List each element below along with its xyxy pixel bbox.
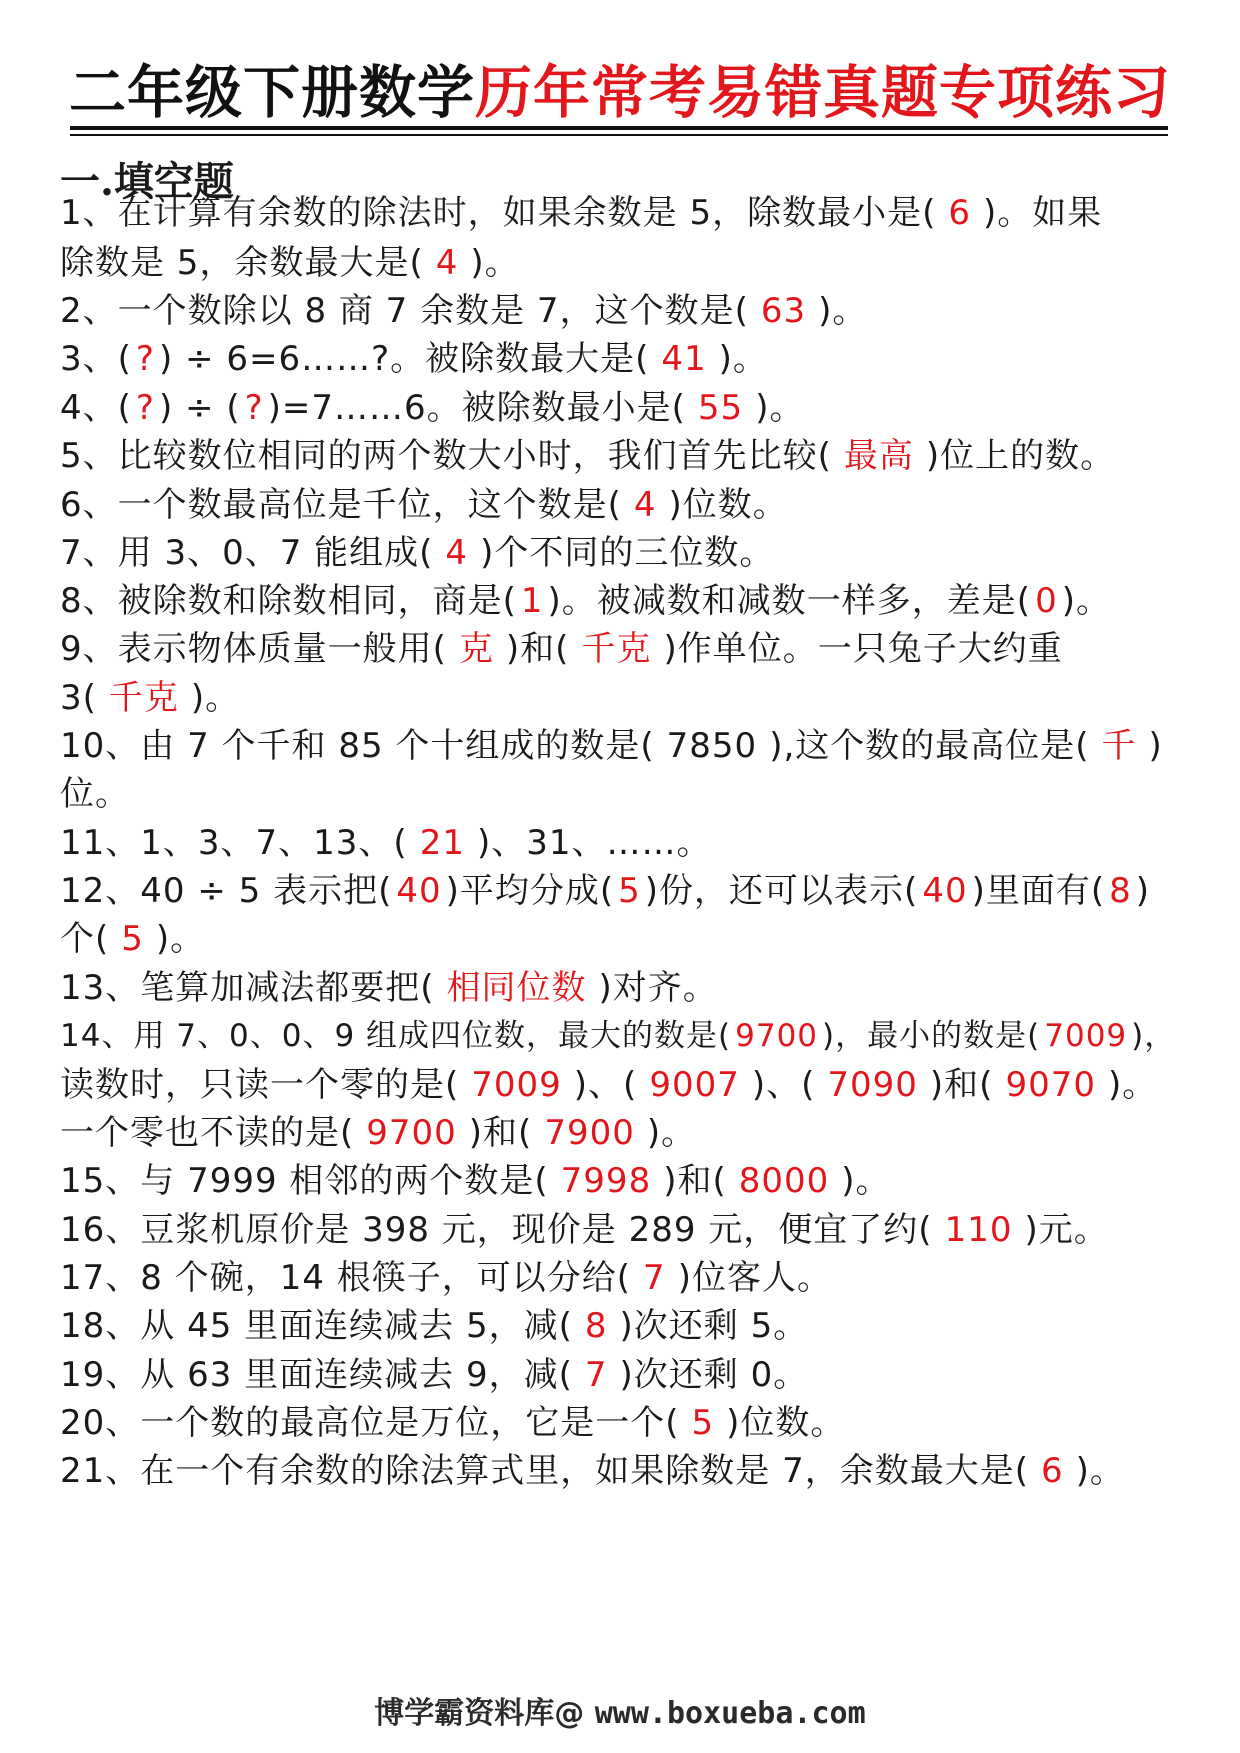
question-12-line-2 — [60, 912, 1188, 966]
question-5 — [60, 429, 1188, 483]
question-text: 除数是 5，余数最大是( — [60, 243, 424, 283]
question-text: )位数。 — [668, 485, 788, 525]
question-text: 个( — [60, 919, 110, 959]
question-text: )。 — [646, 1113, 697, 1153]
question-text: )作单位。一只兔子大约重 — [663, 629, 1063, 669]
question-text: 16、豆浆机原价是 398 元，现价是 289 元，便宜了约( — [60, 1210, 933, 1250]
question-text: )。 — [1061, 581, 1111, 621]
question-9-line-2 — [60, 671, 1188, 725]
question-text: )次还剩 0。 — [619, 1355, 809, 1395]
answer: 40 — [922, 871, 968, 911]
question-16 — [60, 1203, 1188, 1257]
answer: 7 — [643, 1258, 666, 1298]
question-text: )和( — [663, 1161, 727, 1201]
question-2 — [60, 284, 1188, 338]
question-text: )个不同的三位数。 — [480, 533, 775, 573]
answer: 21 — [419, 823, 465, 863]
question-text: )。 — [1075, 1451, 1125, 1491]
question-text: )=7……6。被除数最小是( — [267, 388, 686, 428]
question-text: 12、40 ÷ 5 表示把( — [60, 871, 393, 911]
question-18 — [60, 1299, 1188, 1353]
question-text: )。 — [1107, 1065, 1158, 1105]
question-text: 一个零也不读的是( — [60, 1113, 355, 1153]
question-text: ),这个数的最高位是( — [769, 726, 1090, 766]
question-21 — [60, 1444, 1188, 1498]
question-text: 1、在计算有余数的除法时，如果余数是 5，除数最小是( — [60, 193, 937, 233]
question-text: )。 — [841, 1161, 891, 1201]
unknown-mark: ? — [135, 339, 155, 379]
question-text: )，最小的数是( — [822, 1018, 1041, 1054]
question-text: )平均分成( — [445, 871, 615, 911]
title-rule-thick — [70, 126, 1168, 130]
answer: 5 — [618, 871, 641, 911]
answer: 7009 — [471, 1065, 562, 1105]
question-text: )。 — [718, 339, 768, 379]
answer: 7090 — [827, 1065, 918, 1105]
answer: 55 — [697, 388, 744, 428]
question-text: ) — [1148, 726, 1163, 766]
title-rule-thin — [70, 134, 1168, 136]
unknown-mark: ? — [244, 388, 264, 428]
title-part-1: 二年级下册数学 — [69, 59, 475, 126]
answer: 6 — [1040, 1451, 1064, 1491]
answer: 7 — [584, 1355, 608, 1395]
unknown-mark: ? — [135, 388, 155, 428]
answer: 8 — [1109, 871, 1132, 911]
question-text: 8、被除数和除数相同，商是( — [60, 581, 517, 621]
question-12-line-1 — [60, 864, 1188, 918]
answer: 4 — [445, 533, 469, 573]
question-text: 13、笔算加减法都要把( — [60, 968, 435, 1008]
section-heading: 一.填空题 — [60, 158, 234, 205]
question-text: )， — [1131, 1018, 1177, 1054]
question-text: 19、从 63 里面连续减去 9，减( — [60, 1355, 573, 1395]
question-text: 3、( — [60, 339, 132, 379]
question-text: )、( — [573, 1065, 638, 1105]
question-text: )和( — [505, 629, 570, 669]
answer: 9070 — [1005, 1065, 1096, 1105]
question-text: 17、8 个碗，14 根筷子，可以分给( — [60, 1258, 632, 1298]
question-10-line-1 — [60, 719, 1188, 773]
question-4 — [60, 381, 1188, 435]
question-1-line-1 — [60, 186, 1188, 240]
question-text: )。 — [470, 243, 520, 283]
question-text: ) ÷ 6=6……?。被除数最大是( — [158, 339, 650, 379]
question-8 — [60, 574, 1188, 628]
answer: 4 — [435, 243, 459, 283]
question-text: )。 — [155, 919, 206, 959]
question-6 — [60, 478, 1188, 532]
question-13 — [60, 961, 1188, 1015]
question-text: )位上的数。 — [925, 436, 1116, 476]
question-text: 10、由 7 个千和 85 个十组成的数是( — [60, 726, 655, 766]
question-text: )和( — [929, 1065, 994, 1105]
question-14-line-3 — [60, 1106, 1188, 1160]
question-text: 3( — [60, 678, 97, 718]
question-text: 18、从 45 里面连续减去 5，减( — [60, 1306, 573, 1346]
question-3 — [60, 332, 1188, 386]
answer: 最高 — [843, 436, 914, 476]
title-part-2: 历年常考易错真题专项练习 — [475, 59, 1171, 126]
question-14-line-2 — [60, 1058, 1188, 1112]
question-text: )和( — [468, 1113, 533, 1153]
question-text: )元。 — [1024, 1210, 1109, 1250]
question-20 — [60, 1396, 1188, 1450]
question-text: 11、1、3、7、13、( — [60, 823, 408, 863]
question-10-line-2 — [60, 767, 1188, 821]
answer: 41 — [661, 339, 707, 379]
question-14-line-1 — [60, 1009, 1188, 1063]
question-text: )。如果 — [982, 193, 1103, 233]
answer: 4 — [633, 485, 657, 525]
question-text: )。被减数和减数一样多，差是( — [547, 581, 1032, 621]
answer: 9007 — [649, 1065, 740, 1105]
question-text: )对齐。 — [598, 968, 718, 1008]
answer: 千 — [1101, 726, 1137, 766]
answer: 相同位数 — [446, 968, 587, 1008]
answer: 千克 — [581, 629, 652, 669]
question-text: 5、比较数位相同的两个数大小时，我们首先比较( — [60, 436, 832, 476]
question-9-line-1 — [60, 622, 1188, 676]
question-19 — [60, 1348, 1188, 1402]
answer: 千克 — [108, 678, 179, 718]
page-title — [60, 48, 1180, 138]
answer: 7998 — [560, 1161, 652, 1201]
answer: 110 — [944, 1210, 1013, 1250]
answer: 40 — [396, 871, 442, 911]
question-text: 14、用 7、0、0、9 组成四位数，最大的数是( — [60, 1018, 732, 1054]
question-text: )位数。 — [726, 1403, 846, 1443]
question-text: )位客人。 — [677, 1258, 832, 1298]
question-text: )里面有( — [971, 871, 1106, 911]
answer: 8000 — [738, 1161, 830, 1201]
question-text: ) ÷ ( — [158, 388, 241, 428]
question-7 — [60, 526, 1188, 580]
question-text: )。 — [190, 678, 241, 718]
question-15 — [60, 1154, 1188, 1208]
answer: 7009 — [1044, 1018, 1128, 1054]
question-text: ) — [1135, 871, 1151, 911]
answer: 9700 — [366, 1113, 457, 1153]
question-text: 读数时，只读一个零的是( — [60, 1065, 460, 1105]
question-text: )。 — [755, 388, 805, 428]
question-11 — [60, 816, 1188, 870]
answer: 5 — [121, 919, 144, 959]
answer: 0 — [1035, 581, 1058, 621]
question-text: )、( — [751, 1065, 816, 1105]
question-text: )次还剩 5。 — [619, 1306, 809, 1346]
answer: 5 — [691, 1403, 715, 1443]
answer: 克 — [458, 629, 494, 669]
question-17 — [60, 1251, 1188, 1305]
question-text: 2、一个数除以 8 商 7 余数是 7，这个数是( — [60, 291, 749, 331]
question-text: 4、( — [60, 388, 132, 428]
question-text: 7、用 3、0、7 能组成( — [60, 533, 434, 573]
answer: 7900 — [544, 1113, 635, 1153]
answer: 9700 — [735, 1018, 819, 1054]
question-text: 位。 — [60, 774, 130, 814]
given-value: 7850 — [666, 726, 758, 766]
answer: 63 — [760, 291, 807, 331]
answer: 8 — [584, 1306, 608, 1346]
footer-text: 博学霸资料库@ — [374, 1696, 595, 1731]
answer: 6 — [948, 193, 971, 233]
question-text: )份，还可以表示( — [644, 871, 919, 911]
question-text: 9、表示物体质量一般用( — [60, 629, 447, 669]
footer-watermark — [0, 1692, 1240, 1736]
question-text: 15、与 7999 相邻的两个数是( — [60, 1161, 549, 1201]
question-text: 20、一个数的最高位是万位，它是一个( — [60, 1403, 680, 1443]
answer: 1 — [520, 581, 544, 621]
question-text: )。 — [818, 291, 868, 331]
question-text: 21、在一个有余数的除法算式里，如果除数是 7，余数最大是( — [60, 1451, 1029, 1491]
footer-url: www.boxueba.com — [594, 1696, 866, 1731]
question-1-line-2 — [60, 236, 1188, 290]
question-text: 6、一个数最高位是千位，这个数是( — [60, 485, 622, 525]
question-text: )、31、……。 — [476, 823, 712, 863]
